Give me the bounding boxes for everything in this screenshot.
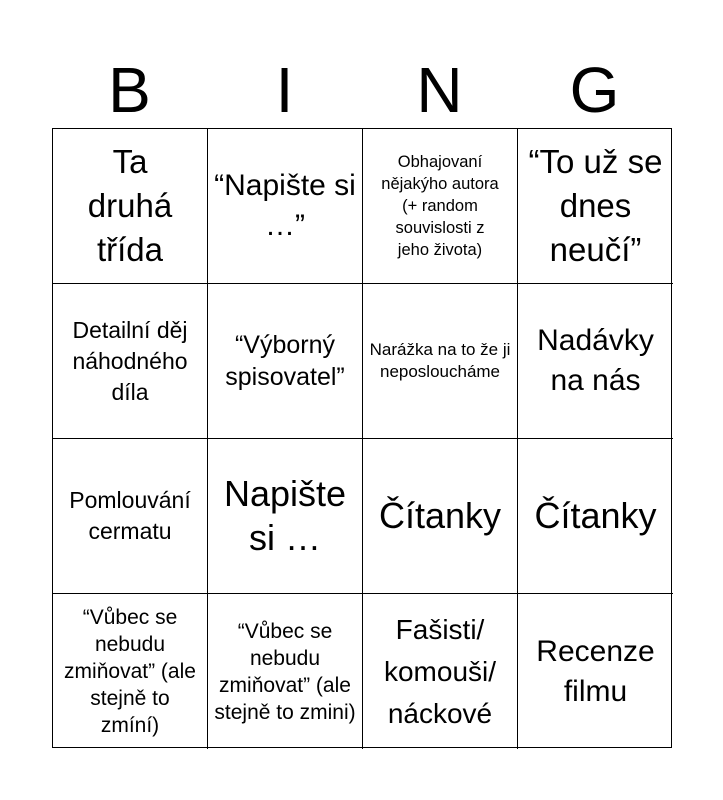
bingo-cell-r4c4[interactable]: Recenze filmu bbox=[536, 634, 655, 708]
bingo-cell-r3c2[interactable]: Napište si … bbox=[208, 439, 363, 594]
bingo-cell-r4c1[interactable]: “Vůbec se nebudu zmiňovat” (ale stejně to zmíní) bbox=[53, 594, 208, 749]
header-letter-n: N bbox=[416, 54, 463, 126]
bingo-header bbox=[52, 52, 672, 128]
header-letter-b: B bbox=[108, 54, 151, 126]
header-letter-g: G bbox=[569, 54, 620, 126]
bingo-cell-r1c4[interactable]: “To už se dnes neučí” bbox=[518, 129, 673, 284]
bingo-cell-r1c1[interactable]: Ta druhá třída bbox=[53, 129, 208, 284]
bingo-cell-r2c3[interactable]: Narážka na to že ji neposloucháme bbox=[363, 284, 518, 439]
header-letter-i: I bbox=[275, 54, 294, 126]
bingo-cell-r1c3[interactable]: Obhajovaní nějakýho autora (+ random souvislosti z jeho života) bbox=[363, 129, 518, 284]
bingo-cell-r3c1[interactable]: Pomlouvání cermatu bbox=[53, 439, 208, 594]
bingo-cell-r2c1[interactable]: Detailní děj náhodného díla bbox=[53, 284, 208, 439]
bingo-cell-r4c2[interactable]: “Vůbec se nebudu zmiňovat” (ale stejně to zmini) bbox=[208, 594, 363, 749]
bingo-cell-r3c4[interactable]: Čítanky bbox=[518, 439, 673, 594]
bingo-cell-r1c2[interactable]: “Napište si …” bbox=[208, 129, 363, 284]
bingo-cell-r2c2[interactable]: “Výborný spisovatel” bbox=[208, 284, 363, 439]
bingo-board bbox=[52, 128, 672, 748]
bingo-cell-r2c4[interactable]: Nadávky na nás bbox=[518, 284, 673, 439]
bingo-cell-r3c3[interactable]: Čítanky bbox=[363, 439, 518, 594]
bingo-cell-r4c3[interactable]: Fašisti/ komouši/ náckové bbox=[363, 594, 518, 749]
